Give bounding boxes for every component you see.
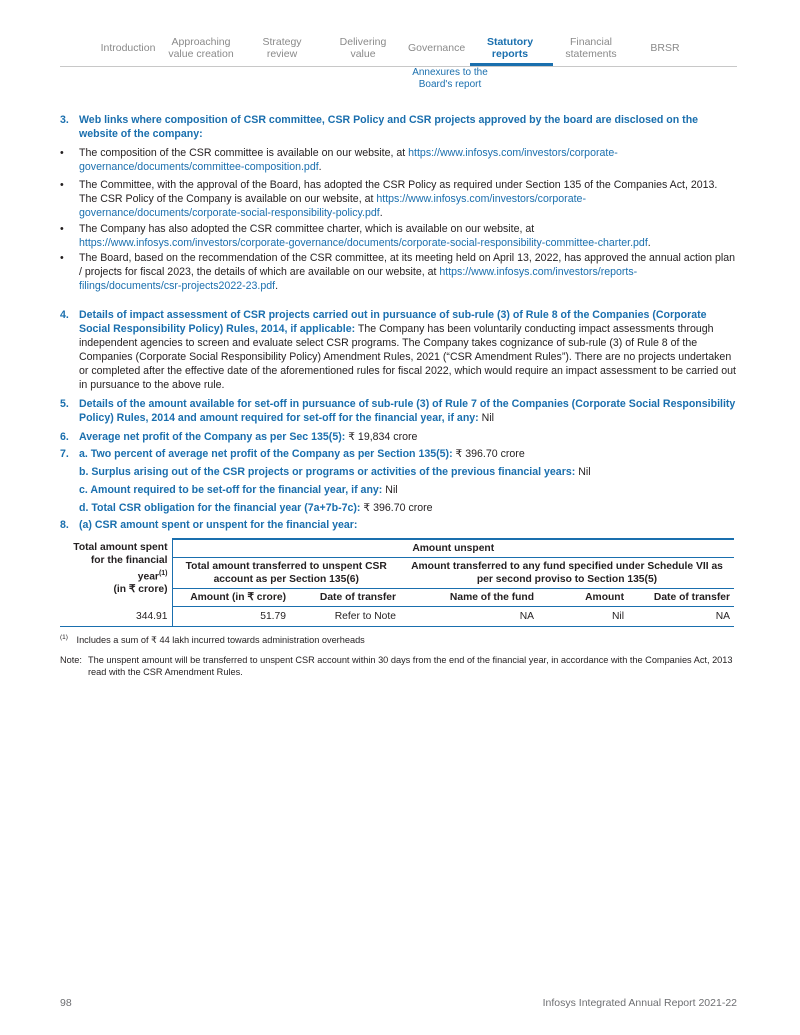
section-7: [60, 447, 737, 461]
section-4: [60, 308, 737, 392]
table-cell: 344.91: [60, 607, 172, 627]
csr-amount-table: [60, 538, 734, 627]
bullet-text: The Company has also adopted the CSR committee charter, which is available on our website, at: [79, 223, 535, 235]
section-heading: Details of impact assessment of CSR projects carried out in pursuance of sub-rule (3) of Rule 8 of the Companies (Corporate Social Responsibility Policy) Rules, 2014, if applicable:: [79, 309, 707, 335]
section-number: 4.: [60, 309, 69, 321]
bullet-text: The composition of the CSR committee is available on our website, at: [79, 147, 409, 159]
note-text: The unspent amount will be transferred to unspent CSR account within 30 days from the end of the financial year, in accordance with the Companies Act, 2013 read with the CSR Amendment Rules.: [88, 655, 733, 677]
nav-statutory-reports[interactable]: Statutory reports: [486, 36, 534, 60]
section-3: [60, 113, 737, 141]
list-item: • The Board, based on the recommendation of the CSR committee, at its meeting held on April 13, 2022, has approved the annual action plan / projects for fiscal 2023, the details of which are available on our website, at https://www.infosys.com/investors/reports-filings/documents/csr-projects2022-23.pdf.: [60, 252, 736, 292]
report-title: Infosys Integrated Annual Report 2021-22: [542, 997, 737, 1009]
section-number: 5.: [60, 398, 69, 410]
table-cell: NA: [400, 607, 538, 627]
nav-brsr[interactable]: BRSR: [650, 42, 680, 54]
section-7d: [60, 501, 737, 515]
page-number: 98: [60, 997, 72, 1009]
section-number: 8.: [60, 519, 69, 531]
table-cell: Refer to Note: [290, 607, 400, 627]
item-7c-value: Nil: [382, 484, 398, 496]
nav-approaching-value-creation[interactable]: Approaching value creation: [168, 36, 234, 60]
section-heading: Details of the amount available for set-off in pursuance of sub-rule (3) of Rule 7 of the Companies (Corporate Social Responsibility Policy) Rules, 2014 and amount required for set-off for the financial year, if any:: [79, 398, 736, 424]
section-heading: (a) CSR amount spent or unspent for the financial year:: [79, 519, 358, 531]
bullet-text: The Board, based on the recommendation of the CSR committee, at its meeting held on April 13, 2022, has approved the annual action plan / projects for fiscal 2023, the details of which are available on our website, at: [79, 252, 736, 278]
section-heading: Average net profit of the Company as per Sec 135(5):: [79, 431, 346, 443]
nav-delivering-value[interactable]: Delivering value: [339, 36, 387, 60]
csr-charter-link[interactable]: https://www.infosys.com/investors/corporate-governance/documents/corporate-social-responsibility-committee-charter.pdf: [79, 237, 648, 249]
header-unspent-csr-account: Total amount transferred to unspent CSR account as per Section 135(6): [172, 558, 400, 589]
footnote-text: Includes a sum of ₹ 44 lakh incurred towards administration overheads: [76, 635, 365, 646]
header-fund-amount: Amount: [538, 589, 628, 607]
section-6: [60, 430, 737, 444]
csr-policy-link[interactable]: https://www.infosys.com/investors/corporate-governance/documents/corporate-social-responsibility-policy.pdf: [79, 193, 586, 219]
item-7d-value: ₹ 396.70 crore: [360, 502, 433, 514]
table-row: [60, 607, 734, 627]
note-label: Note:: [60, 655, 82, 665]
table-cell: Nil: [538, 607, 628, 627]
bullet-icon: •: [60, 147, 64, 159]
list-item: • The composition of the CSR committee is available on our website, at https://www.infosys.com/investors/corporate-governance/documents/committee-composition.pdf.: [60, 147, 618, 173]
nav-financial-statements[interactable]: Financial statements: [565, 36, 617, 60]
item-7b-heading: b. Surplus arising out of the CSR projects or programs or activities of the previous financial years:: [79, 466, 576, 478]
nav-introduction[interactable]: Introduction: [100, 42, 156, 54]
list-item: • The Committee, with the approval of the Board, has adopted the CSR Policy as required under Section 135 of the Companies Act, 2013. The CSR Policy of the Company is available on our website, at https://www.infosys.com/investors/corporate-governance/documents/corporate-social-responsibility-policy.pdf.: [60, 179, 718, 219]
list-item: • The Company has also adopted the CSR committee charter, which is available on our website, at https://www.infosys.com/investors/corporate-governance/documents/corporate-social-responsibility-committee-charter.pdf.: [60, 223, 651, 249]
section-8: [60, 518, 737, 532]
table-cell: NA: [628, 607, 734, 627]
subnav-annexures[interactable]: Annexures to the Board's report: [412, 67, 488, 90]
nav-strategy-review[interactable]: Strategy review: [262, 36, 302, 60]
header-total-amount-spent: Total amount spent for the financial year$^{(1)}$ (in ₹ crore): [60, 539, 172, 607]
section-value: ₹ 19,834 crore: [345, 431, 418, 443]
footnote-mark: (1): [60, 634, 68, 641]
section-text: The Company has been voluntarily conducting impact assessments through independent agencies to screen and evaluate select CSR programs. The Company takes cognizance of sub-rule (3) of Rule 8 of the Companies (Corporate Social Responsibility Policy) Amendment Rules, 2021 (“CSR Amendment Rules”). There are no projects undertaken or completed after the effective date of the aforementioned rules for fiscal 2022, which would require an impact assessment to be carried out in pursuance to the above rule.: [79, 323, 736, 391]
item-7a-heading: a. Two percent of average net profit of the Company as per Section 135(5):: [79, 448, 453, 460]
item-7a-value: ₹ 396.70 crore: [452, 448, 525, 460]
footnote: [60, 632, 365, 646]
header-fund-date-of-transfer: Date of transfer: [628, 589, 734, 607]
committee-composition-link[interactable]: https://www.infosys.com/investors/corporate-governance/documents/committee-composition.pdf: [79, 147, 618, 173]
header-amount-unspent: Amount unspent: [172, 539, 734, 558]
bullet-icon: •: [60, 223, 64, 235]
section-value: Nil: [478, 412, 495, 424]
header-date-of-transfer: Date of transfer: [290, 589, 400, 607]
header-amount: Amount (in ₹ crore): [172, 589, 290, 607]
csr-projects-link[interactable]: https://www.infosys.com/investors/reports-filings/documents/csr-projects2022-23.pdf: [79, 266, 638, 292]
note: [60, 654, 737, 678]
table-cell: 51.79: [172, 607, 290, 627]
section-5: [60, 397, 737, 425]
item-7c-heading: c. Amount required to be set-off for the financial year, if any:: [79, 484, 383, 496]
bullet-icon: •: [60, 252, 64, 264]
item-7b-value: Nil: [575, 466, 591, 478]
header-schedule-vii-fund: Amount transferred to any fund specified under Schedule VII as per second proviso to Section 135(5): [400, 558, 734, 589]
bullet-text: The Committee, with the approval of the Board, has adopted the CSR Policy as required under Section 135 of the Companies Act, 2013. The CSR Policy of the Company is available on our website, at: [79, 179, 718, 205]
section-nav: [60, 32, 737, 67]
active-tab-indicator: [470, 63, 553, 66]
nav-governance[interactable]: Governance: [408, 42, 466, 54]
section-heading: Web links where composition of CSR committee, CSR Policy and CSR projects approved by the board are disclosed on the website of the company:: [79, 114, 699, 140]
section-number: 3.: [60, 114, 69, 126]
bullet-icon: •: [60, 179, 64, 191]
section-7b: [60, 465, 737, 479]
section-7c: [60, 483, 737, 497]
item-7d-heading: d. Total CSR obligation for the financial year (7a+7b-7c):: [79, 502, 361, 514]
section-number: 6.: [60, 431, 69, 443]
header-name-of-fund: Name of the fund: [400, 589, 538, 607]
section-number: 7.: [60, 448, 69, 460]
